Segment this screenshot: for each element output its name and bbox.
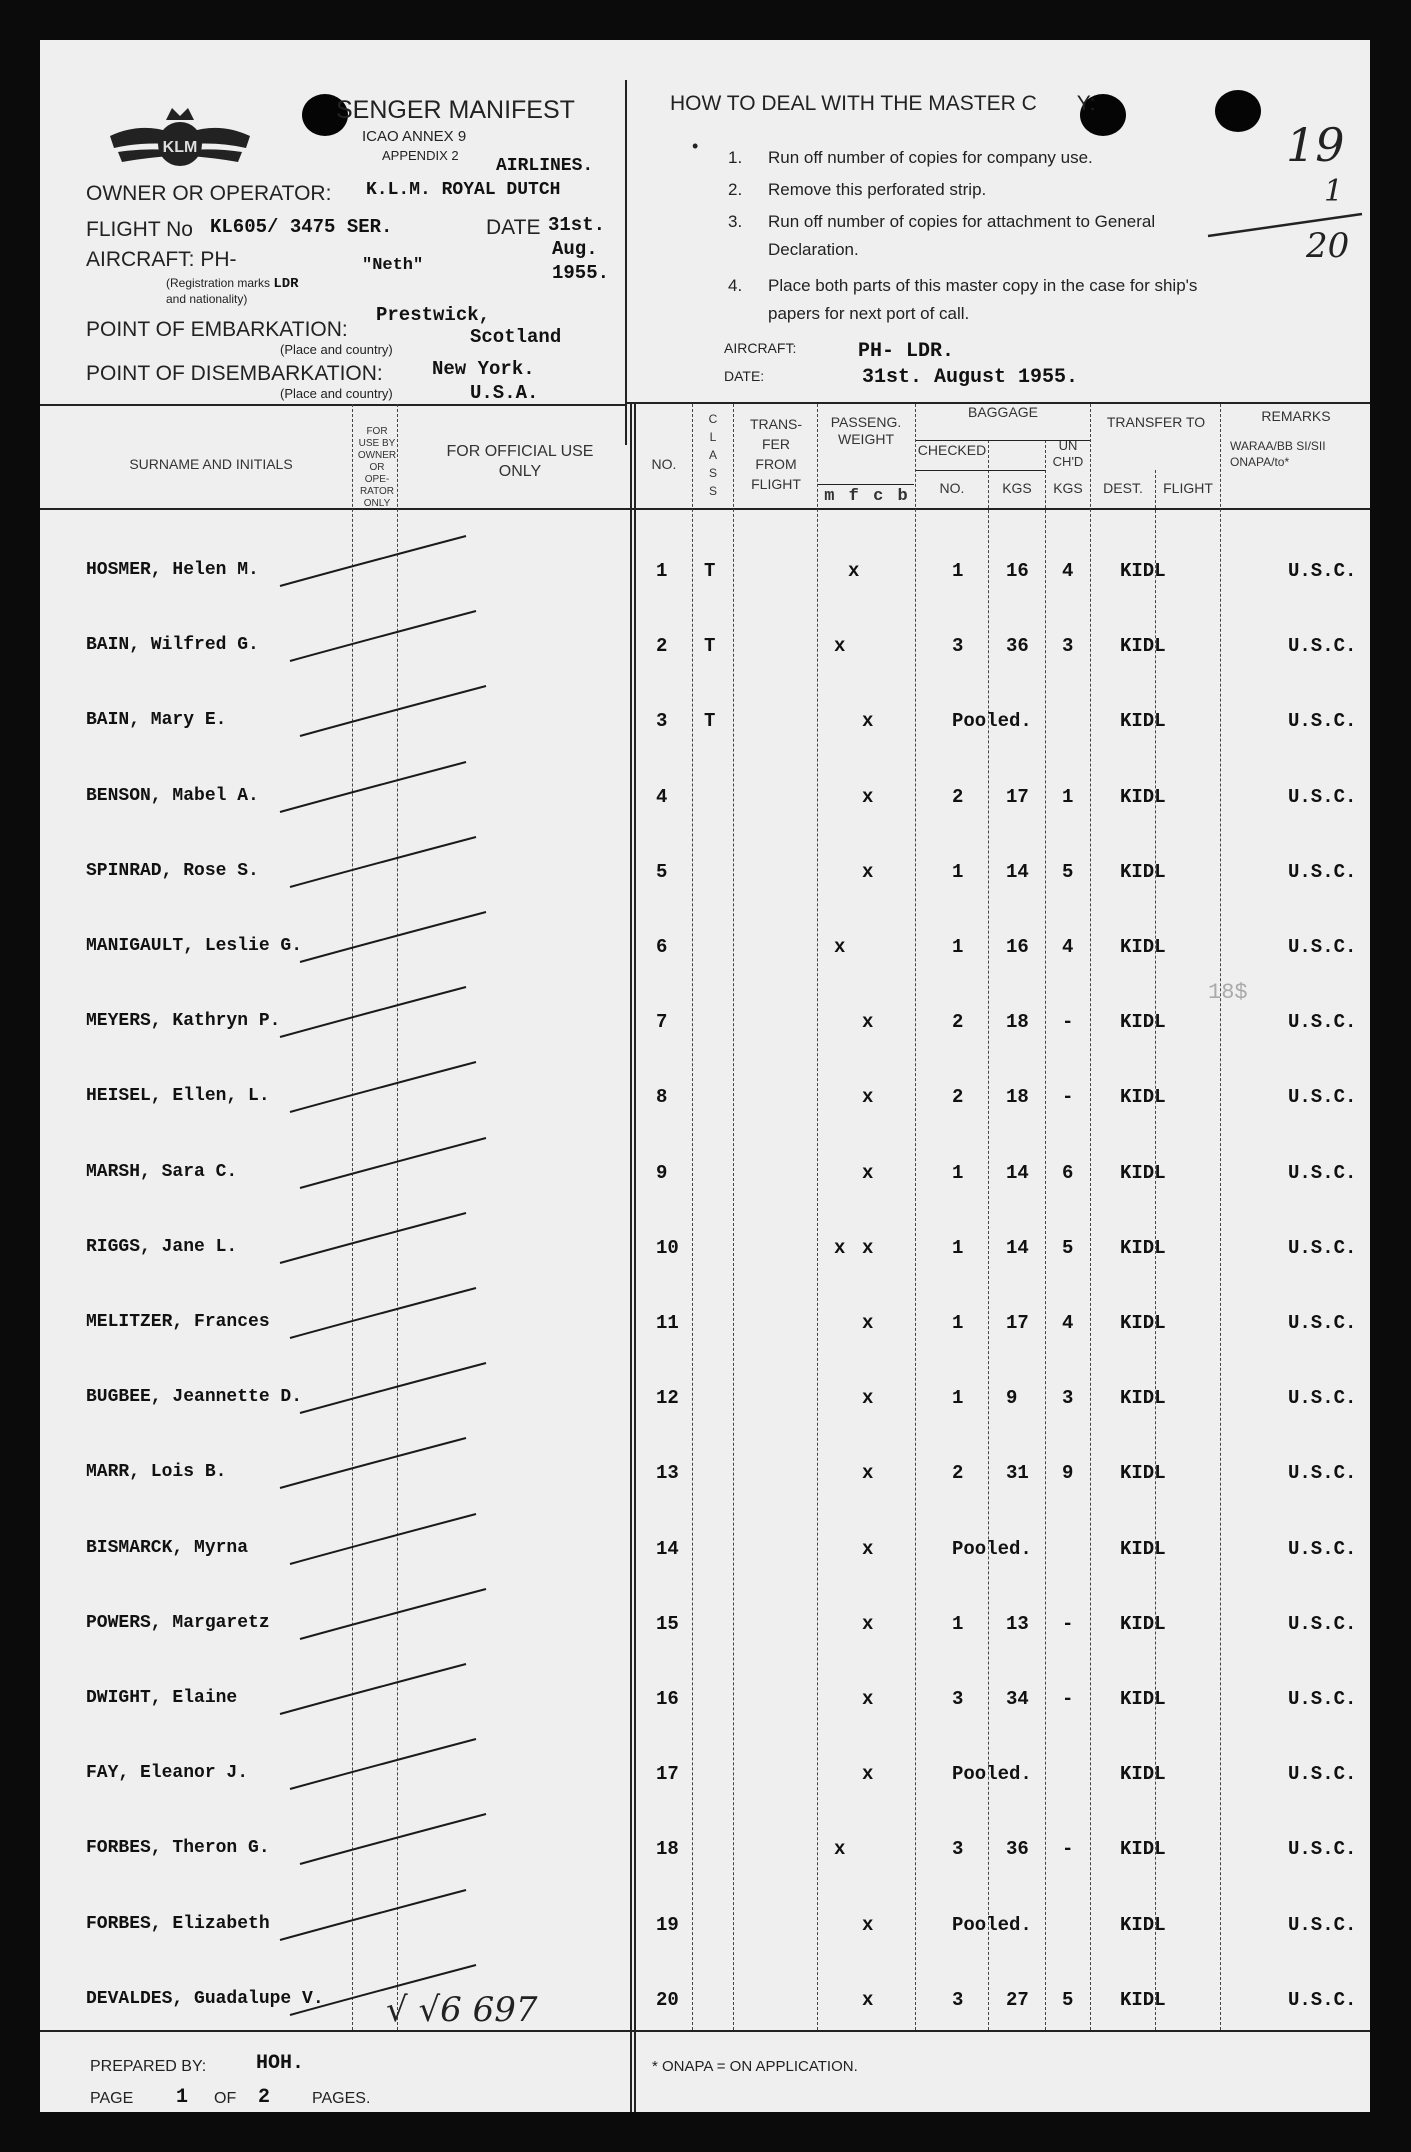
remarks: U.S.C. bbox=[1288, 1462, 1357, 1484]
disembark-value: New York. bbox=[432, 358, 535, 380]
unchecked-kgs: - bbox=[1062, 1011, 1074, 1033]
instruction-text: Remove this perforated strip. bbox=[768, 180, 987, 199]
page-number: 1 bbox=[176, 2086, 189, 2109]
unchecked-kgs: 3 bbox=[1062, 1387, 1074, 1409]
instruction-text: Run off number of copies for company use. bbox=[768, 148, 1093, 167]
unchecked-kgs: 6 bbox=[1062, 1162, 1074, 1184]
passenger-no: 5 bbox=[656, 861, 668, 883]
pages-label: PAGES. bbox=[312, 2090, 371, 2107]
passenger-name: BAIN, Mary E. bbox=[86, 710, 227, 730]
manifest-sheet bbox=[40, 40, 1370, 2112]
handwritten-mark: √ √6 697 bbox=[386, 1990, 538, 2030]
remarks: U.S.C. bbox=[1288, 710, 1357, 732]
passenger-name: FORBES, Elizabeth bbox=[86, 1914, 270, 1934]
baggage-kgs: 17 bbox=[1006, 1312, 1029, 1334]
check-stroke bbox=[280, 762, 466, 812]
passenger-no: 2 bbox=[656, 635, 668, 657]
baggage-count: 3 bbox=[952, 635, 964, 657]
passenger-name: RIGGS, Jane L. bbox=[86, 1237, 238, 1257]
weight-c: x bbox=[862, 1387, 874, 1409]
page-label: PAGE bbox=[90, 2090, 134, 2107]
date-value: 31st. bbox=[548, 214, 606, 236]
col-flight: FLIGHT bbox=[1163, 480, 1213, 496]
weight-c: x bbox=[862, 1237, 874, 1259]
place-note: (Place and country) bbox=[280, 342, 393, 357]
count-1: 1 bbox=[1324, 174, 1344, 209]
weight-c: x bbox=[862, 786, 874, 808]
instruction-number: 4. bbox=[728, 276, 743, 295]
check-stroke bbox=[290, 1288, 476, 1338]
embark-label: POINT OF EMBARKATION: bbox=[86, 318, 348, 341]
passenger-name: POWERS, Margaretz bbox=[86, 1613, 270, 1633]
remarks: U.S.C. bbox=[1288, 786, 1357, 808]
remarks: U.S.C. bbox=[1288, 1312, 1357, 1334]
passenger-no: 19 bbox=[656, 1914, 679, 1936]
unchecked-kgs: 1 bbox=[1062, 786, 1074, 808]
date-value: Aug. bbox=[552, 238, 598, 260]
instruction-text: Place both parts of this master copy in the case for ship's bbox=[768, 276, 1198, 295]
baggage-count: 2 bbox=[952, 1086, 964, 1108]
right-date-value: 31st. August 1955. bbox=[862, 366, 1079, 389]
weight-m: x bbox=[834, 635, 846, 657]
unchecked-kgs: 4 bbox=[1062, 560, 1074, 582]
instruction-text: papers for next port of call. bbox=[768, 304, 970, 323]
disembark-value: U.S.A. bbox=[470, 382, 539, 404]
check-stroke bbox=[300, 1138, 486, 1188]
passenger-name: MARSH, Sara C. bbox=[86, 1162, 238, 1182]
baggage-count: 1 bbox=[952, 861, 964, 883]
check-stroke bbox=[300, 1589, 486, 1639]
remarks: U.S.C. bbox=[1288, 936, 1357, 958]
unchecked-kgs: 5 bbox=[1062, 861, 1074, 883]
check-stroke bbox=[300, 686, 486, 736]
transfer-dest: KIDL bbox=[1120, 560, 1166, 582]
transfer-dest: KIDL bbox=[1120, 1989, 1166, 2011]
weight-c: x bbox=[862, 1462, 874, 1484]
passenger-name: BUGBEE, Jeannette D. bbox=[86, 1387, 303, 1407]
transfer-dest: KIDL bbox=[1120, 861, 1166, 883]
passenger-no: 4 bbox=[656, 786, 668, 808]
col-transfer-to: TRANSFER TO bbox=[1106, 414, 1206, 430]
embark-value: Prestwick, bbox=[376, 304, 491, 326]
passenger-no: 10 bbox=[656, 1237, 679, 1259]
col-mfcb: m f c b bbox=[824, 487, 910, 506]
weight-c: x bbox=[862, 1011, 874, 1033]
remarks: U.S.C. bbox=[1288, 1838, 1357, 1860]
remarks: U.S.C. bbox=[1288, 1914, 1357, 1936]
check-stroke bbox=[280, 987, 466, 1037]
handwritten-check-strokes bbox=[40, 40, 1370, 2112]
weight-c: x bbox=[862, 1086, 874, 1108]
baggage-count: 1 bbox=[952, 1387, 964, 1409]
passenger-class: T bbox=[704, 635, 716, 657]
unchecked-kgs: 9 bbox=[1062, 1462, 1074, 1484]
passenger-no: 8 bbox=[656, 1086, 668, 1108]
instruction-number: 1. bbox=[728, 148, 743, 167]
remarks: U.S.C. bbox=[1288, 861, 1357, 883]
baggage-count: 3 bbox=[952, 1989, 964, 2011]
baggage-count: 2 bbox=[952, 1462, 964, 1484]
passenger-name: BENSON, Mabel A. bbox=[86, 786, 259, 806]
check-stroke bbox=[280, 1213, 466, 1263]
baggage-count: Pooled. bbox=[952, 1914, 1032, 1936]
baggage-count: 2 bbox=[952, 1011, 964, 1033]
check-stroke bbox=[290, 1062, 476, 1112]
transfer-dest: KIDL bbox=[1120, 1011, 1166, 1033]
passenger-name: HEISEL, Ellen, L. bbox=[86, 1086, 270, 1106]
unchecked-kgs: 5 bbox=[1062, 1989, 1074, 2011]
transfer-dest: KIDL bbox=[1120, 1237, 1166, 1259]
check-stroke bbox=[290, 1739, 476, 1789]
owner-value: AIRLINES. bbox=[496, 156, 594, 176]
col-unchd-kgs: KGS bbox=[1053, 480, 1083, 496]
baggage-kgs: 13 bbox=[1006, 1613, 1029, 1635]
col-checked: CHECKED bbox=[917, 442, 987, 458]
weight-c: x bbox=[862, 1312, 874, 1334]
svg-text:KLM: KLM bbox=[162, 139, 198, 156]
passenger-name: MANIGAULT, Leslie G. bbox=[86, 936, 303, 956]
unchecked-kgs: - bbox=[1062, 1613, 1074, 1635]
instructions-title: HOW TO DEAL WITH THE MASTER C Y: bbox=[670, 92, 1096, 115]
passenger-name: BISMARCK, Myrna bbox=[86, 1538, 249, 1558]
passenger-no: 20 bbox=[656, 1989, 679, 2011]
right-date-label: DATE: bbox=[724, 368, 765, 384]
prepared-label: PREPARED BY: bbox=[90, 2058, 207, 2075]
baggage-kgs: 18 bbox=[1006, 1011, 1029, 1033]
baggage-kgs: 31 bbox=[1006, 1462, 1029, 1484]
date-value: 1955. bbox=[552, 262, 610, 284]
col-remarks-sub: WARAA/BB SI/SII ONAPA/to* bbox=[1230, 439, 1326, 469]
baggage-kgs: 17 bbox=[1006, 786, 1029, 808]
col-passeng-weight: PASSENG. WEIGHT bbox=[830, 414, 902, 447]
remarks: U.S.C. bbox=[1288, 1613, 1357, 1635]
col-surname: SURNAME AND INITIALS bbox=[129, 456, 293, 472]
weight-c: x bbox=[862, 1763, 874, 1785]
passenger-no: 1 bbox=[656, 560, 668, 582]
passenger-name: BAIN, Wilfred G. bbox=[86, 635, 259, 655]
passenger-no: 9 bbox=[656, 1162, 668, 1184]
of-label: OF bbox=[214, 2090, 237, 2107]
passenger-name: DEVALDES, Guadalupe V. bbox=[86, 1989, 324, 2009]
passenger-name: MEYERS, Kathryn P. bbox=[86, 1011, 281, 1031]
col-owner-use: FOR USE BY OWNER OR OPE- RATOR ONLY bbox=[357, 426, 397, 509]
remarks: U.S.C. bbox=[1288, 1688, 1357, 1710]
flight-value: KL605/ 3475 SER. bbox=[210, 216, 393, 238]
unchecked-kgs: 3 bbox=[1062, 635, 1074, 657]
check-stroke bbox=[280, 1438, 466, 1488]
baggage-count: 1 bbox=[952, 560, 964, 582]
count-19: 19 bbox=[1286, 118, 1345, 172]
baggage-count: 1 bbox=[952, 1312, 964, 1334]
baggage-count: 1 bbox=[952, 1613, 964, 1635]
instruction-text: Declaration. bbox=[768, 240, 859, 259]
aircraft-note: (Registration marks LDR bbox=[166, 276, 299, 292]
passenger-no: 15 bbox=[656, 1613, 679, 1635]
remarks: U.S.C. bbox=[1288, 1086, 1357, 1108]
instruction-number: 3. bbox=[728, 212, 743, 231]
passenger-name: SPINRAD, Rose S. bbox=[86, 861, 259, 881]
unchecked-kgs: 4 bbox=[1062, 936, 1074, 958]
passenger-no: 7 bbox=[656, 1011, 668, 1033]
col-baggage-no: NO. bbox=[939, 480, 965, 496]
unchecked-kgs: 4 bbox=[1062, 1312, 1074, 1334]
baggage-count: 2 bbox=[952, 786, 964, 808]
passenger-name: MELITZER, Frances bbox=[86, 1312, 270, 1332]
baggage-count: Pooled. bbox=[952, 1538, 1032, 1560]
transfer-dest: KIDL bbox=[1120, 710, 1166, 732]
remarks: U.S.C. bbox=[1288, 1763, 1357, 1785]
col-baggage: BAGGAGE bbox=[967, 404, 1039, 420]
passenger-no: 13 bbox=[656, 1462, 679, 1484]
aircraft-note: and nationality) bbox=[166, 292, 248, 306]
baggage-count: 1 bbox=[952, 936, 964, 958]
weight-c: x bbox=[862, 1538, 874, 1560]
baggage-kgs: 27 bbox=[1006, 1989, 1029, 2011]
margin-note: 18$ bbox=[1208, 980, 1248, 1005]
col-unchd: UN CH'D bbox=[1052, 438, 1084, 469]
transfer-dest: KIDL bbox=[1120, 1838, 1166, 1860]
col-transfer-from: TRANS- FER FROM FLIGHT bbox=[749, 416, 803, 492]
instruction-text: Run off number of copies for attachment to General bbox=[768, 212, 1156, 231]
instruction-number: 2. bbox=[728, 180, 743, 199]
passenger-no: 12 bbox=[656, 1387, 679, 1409]
transfer-dest: KIDL bbox=[1120, 1914, 1166, 1936]
col-remarks: REMARKS bbox=[1261, 408, 1331, 424]
remarks: U.S.C. bbox=[1288, 1387, 1357, 1409]
aircraft-label: AIRCRAFT: PH- bbox=[86, 248, 237, 271]
weight-c: x bbox=[862, 710, 874, 732]
manifest-title: SENGER MANIFEST bbox=[336, 96, 575, 124]
passenger-class: T bbox=[704, 560, 716, 582]
passenger-no: 18 bbox=[656, 1838, 679, 1860]
baggage-kgs: 14 bbox=[1006, 1162, 1029, 1184]
baggage-kgs: 36 bbox=[1006, 1838, 1029, 1860]
transfer-dest: KIDL bbox=[1120, 1688, 1166, 1710]
right-aircraft-value: PH- LDR. bbox=[858, 340, 955, 363]
passenger-name: MARR, Lois B. bbox=[86, 1462, 227, 1482]
prepared-value: HOH. bbox=[256, 2052, 305, 2075]
remarks: U.S.C. bbox=[1288, 1011, 1357, 1033]
bullet-dot: • bbox=[692, 136, 699, 156]
check-stroke bbox=[300, 1814, 486, 1864]
aircraft-reg: LDR bbox=[273, 276, 299, 292]
weight-c: x bbox=[862, 861, 874, 883]
weight-c: x bbox=[862, 1613, 874, 1635]
col-kgs: KGS bbox=[1002, 480, 1032, 496]
baggage-kgs: 18 bbox=[1006, 1086, 1029, 1108]
transfer-dest: KIDL bbox=[1120, 1162, 1166, 1184]
transfer-dest: KIDL bbox=[1120, 635, 1166, 657]
remarks: U.S.C. bbox=[1288, 560, 1357, 582]
passenger-name: FORBES, Theron G. bbox=[86, 1838, 270, 1858]
passenger-no: 17 bbox=[656, 1763, 679, 1785]
transfer-dest: KIDL bbox=[1120, 936, 1166, 958]
baggage-kgs: 14 bbox=[1006, 1237, 1029, 1259]
flight-label: FLIGHT No bbox=[86, 218, 193, 241]
remarks: U.S.C. bbox=[1288, 635, 1357, 657]
weight-c: x bbox=[862, 1688, 874, 1710]
baggage-count: Pooled. bbox=[952, 1763, 1032, 1785]
transfer-dest: KIDL bbox=[1120, 1763, 1166, 1785]
baggage-kgs: 9 bbox=[1006, 1387, 1018, 1409]
manifest-subtitle: APPENDIX 2 bbox=[382, 148, 459, 163]
transfer-dest: KIDL bbox=[1120, 1086, 1166, 1108]
baggage-count: 3 bbox=[952, 1838, 964, 1860]
weight-m: x bbox=[834, 1838, 846, 1860]
remarks: U.S.C. bbox=[1288, 1162, 1357, 1184]
unchecked-kgs: 5 bbox=[1062, 1237, 1074, 1259]
check-stroke bbox=[280, 1890, 466, 1940]
passenger-no: 14 bbox=[656, 1538, 679, 1560]
baggage-count: 1 bbox=[952, 1162, 964, 1184]
transfer-dest: KIDL bbox=[1120, 1387, 1166, 1409]
transfer-dest: KIDL bbox=[1120, 1312, 1166, 1334]
onapa-note: * ONAPA = ON APPLICATION. bbox=[652, 2058, 858, 2075]
right-aircraft-label: AIRCRAFT: bbox=[724, 340, 797, 356]
transfer-dest: KIDL bbox=[1120, 1613, 1166, 1635]
check-stroke bbox=[280, 1664, 466, 1714]
unchecked-kgs: - bbox=[1062, 1086, 1074, 1108]
transfer-dest: KIDL bbox=[1120, 786, 1166, 808]
weight-c: x bbox=[862, 1162, 874, 1184]
passenger-name: DWIGHT, Elaine bbox=[86, 1688, 238, 1708]
unchecked-kgs: - bbox=[1062, 1688, 1074, 1710]
transfer-dest: KIDL bbox=[1120, 1538, 1166, 1560]
transfer-dest: KIDL bbox=[1120, 1462, 1166, 1484]
baggage-count: Pooled. bbox=[952, 710, 1032, 732]
check-stroke bbox=[280, 536, 466, 586]
check-stroke bbox=[290, 1514, 476, 1564]
aircraft-name: "Neth" bbox=[362, 256, 424, 275]
col-class: C L A S S bbox=[708, 412, 718, 498]
passenger-class: T bbox=[704, 710, 716, 732]
passenger-no: 3 bbox=[656, 710, 668, 732]
unchecked-kgs: - bbox=[1062, 1838, 1074, 1860]
manifest-subtitle: ICAO ANNEX 9 bbox=[362, 128, 467, 145]
check-stroke bbox=[300, 1363, 486, 1413]
baggage-kgs: 36 bbox=[1006, 635, 1029, 657]
check-stroke bbox=[290, 611, 476, 661]
col-official: FOR OFFICIAL USE ONLY bbox=[446, 443, 594, 480]
col-no: NO. bbox=[651, 456, 677, 472]
baggage-kgs: 14 bbox=[1006, 861, 1029, 883]
page-total: 2 bbox=[258, 2086, 271, 2109]
weight-c: x bbox=[862, 1914, 874, 1936]
check-stroke bbox=[300, 912, 486, 962]
baggage-kgs: 16 bbox=[1006, 936, 1029, 958]
remarks: U.S.C. bbox=[1288, 1989, 1357, 2011]
check-stroke bbox=[290, 837, 476, 887]
baggage-count: 1 bbox=[952, 1237, 964, 1259]
passenger-name: HOSMER, Helen M. bbox=[86, 560, 259, 580]
weight-c: x bbox=[862, 1989, 874, 2011]
embark-value: Scotland bbox=[470, 326, 562, 348]
passenger-no: 16 bbox=[656, 1688, 679, 1710]
owner-label: OWNER OR OPERATOR: bbox=[86, 182, 332, 205]
baggage-kgs: 16 bbox=[1006, 560, 1029, 582]
baggage-kgs: 34 bbox=[1006, 1688, 1029, 1710]
count-20: 20 bbox=[1306, 226, 1350, 266]
remarks: U.S.C. bbox=[1288, 1538, 1357, 1560]
col-dest: DEST. bbox=[1103, 480, 1143, 496]
passenger-no: 6 bbox=[656, 936, 668, 958]
date-label: DATE bbox=[486, 216, 541, 239]
owner-value: K.L.M. ROYAL DUTCH bbox=[366, 180, 561, 200]
remarks: U.S.C. bbox=[1288, 1237, 1357, 1259]
place-note: (Place and country) bbox=[280, 386, 393, 401]
passenger-no: 11 bbox=[656, 1312, 679, 1334]
weight-f: x bbox=[848, 560, 860, 582]
passenger-name: FAY, Eleanor J. bbox=[86, 1763, 249, 1783]
weight-m: x bbox=[834, 936, 846, 958]
baggage-count: 3 bbox=[952, 1688, 964, 1710]
weight-m: x bbox=[834, 1237, 846, 1259]
disembark-label: POINT OF DISEMBARKATION: bbox=[86, 362, 383, 385]
